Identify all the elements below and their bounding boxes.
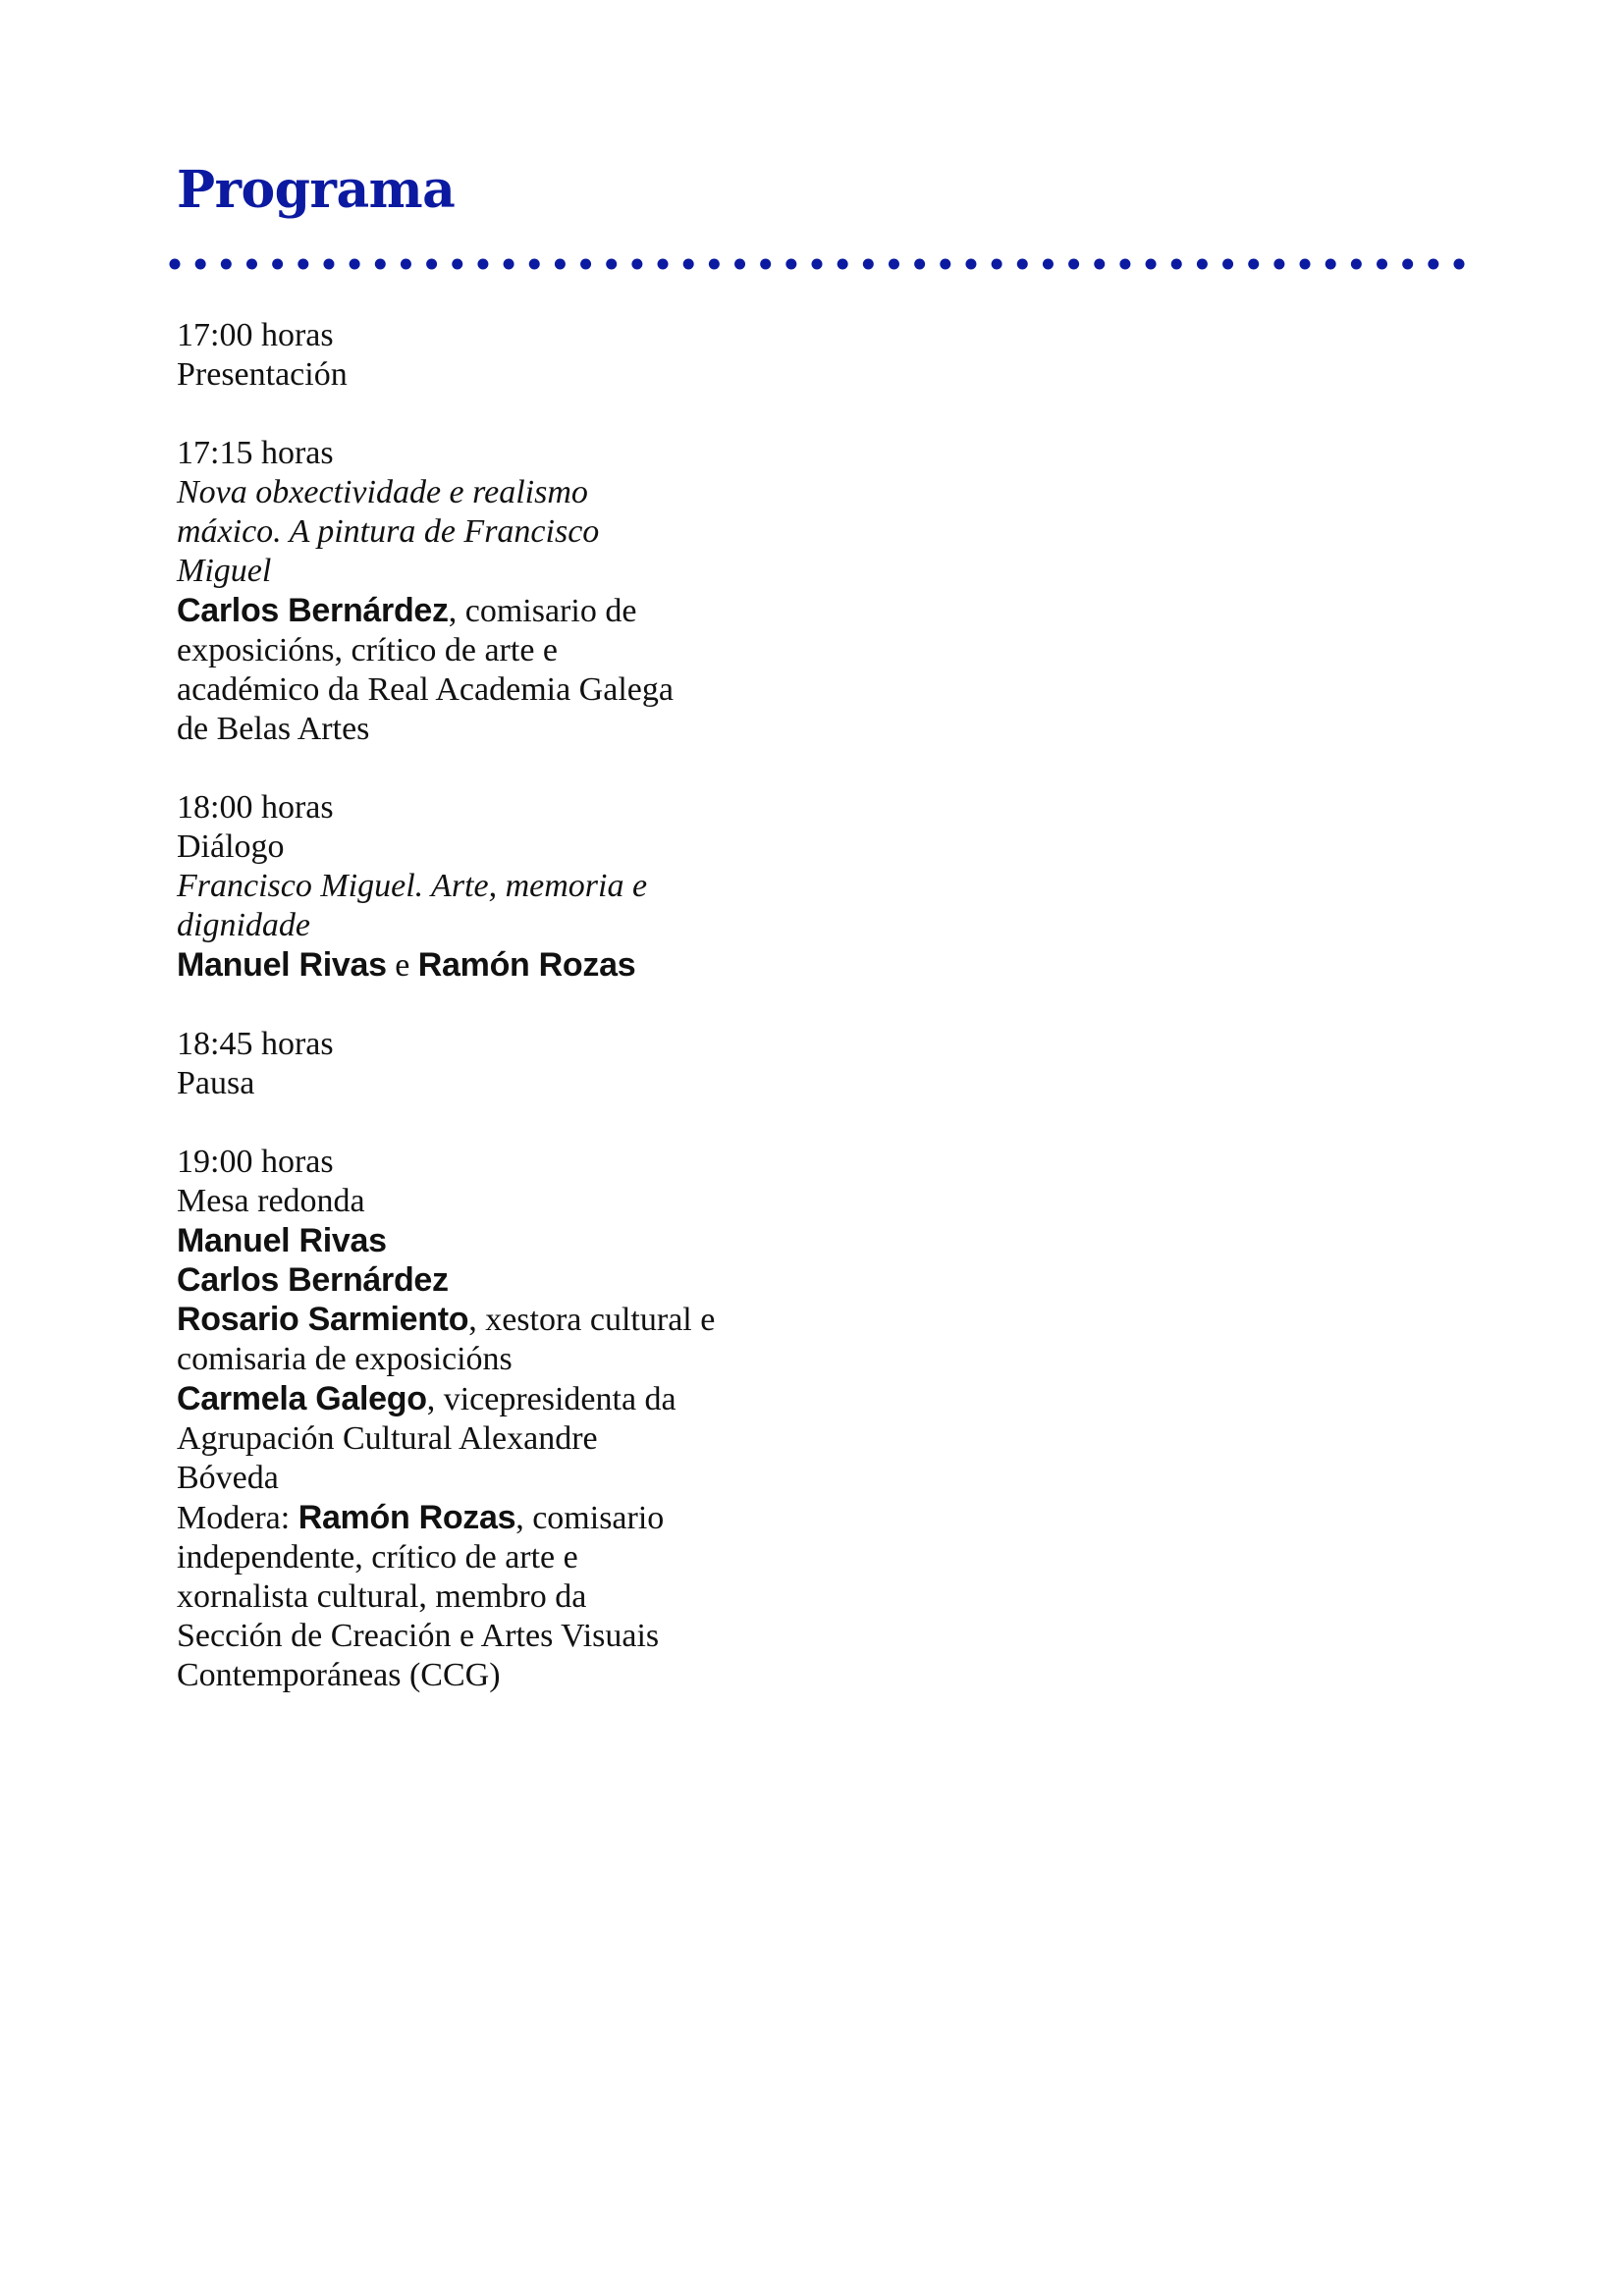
divider-dot [323, 259, 334, 270]
speaker-desc-line: académico da Real Academia Galega [177, 671, 674, 708]
divider-dot [1273, 259, 1284, 270]
divider-dot [1068, 259, 1079, 270]
divider-dot [246, 259, 257, 270]
speaker-name: Ramón Rozas [417, 946, 636, 984]
moderator-desc-line: independente, crítico de arte e [177, 1539, 578, 1575]
divider-dot [1454, 259, 1465, 270]
participant-desc: , vicepresidenta da [426, 1381, 676, 1417]
participant-desc-line: Bóveda [177, 1460, 279, 1496]
speaker-line [177, 591, 805, 631]
divider-dot [350, 259, 360, 270]
participant-name: Rosario Sarmiento [177, 1301, 469, 1338]
item-time: 18:45 horas [177, 1026, 334, 1062]
item-time: 17:00 horas [177, 317, 334, 353]
talk-title-line: Francisco Miguel. Arte, memoria e [177, 868, 648, 904]
participant-name: Carlos Bernárdez [177, 1261, 449, 1299]
divider-dot [1043, 259, 1054, 270]
divider-dot [889, 259, 899, 270]
participant-line [177, 1379, 805, 1419]
divider-dot [734, 259, 745, 270]
divider-dot [452, 259, 462, 270]
talk-title-line: máxico. A pintura de Francisco [177, 513, 600, 550]
divider-dot [555, 259, 566, 270]
divider-dot [195, 259, 206, 270]
item-type: Mesa redonda [177, 1183, 365, 1219]
divider-dot [1222, 259, 1233, 270]
item-label: Pausa [177, 1065, 255, 1101]
program-list [177, 316, 805, 1735]
divider-dot [298, 259, 308, 270]
participant-line [177, 1300, 805, 1340]
moderator-name: Ramón Rozas [298, 1499, 516, 1536]
program-item [177, 434, 805, 749]
divider-dot [1119, 259, 1130, 270]
divider-dot [1428, 259, 1438, 270]
divider-dot [1402, 259, 1413, 270]
moderator-label: Modera: [177, 1500, 298, 1536]
divider-dot [1094, 259, 1105, 270]
speaker-desc-line: de Belas Artes [177, 711, 370, 747]
divider-dot [1248, 259, 1259, 270]
divider-dot [426, 259, 437, 270]
program-item [177, 316, 805, 395]
divider-dot [375, 259, 386, 270]
divider-dot [914, 259, 925, 270]
item-label: Presentación [177, 356, 348, 393]
divider-dot [965, 259, 976, 270]
divider-dot [940, 259, 950, 270]
divider-dot [1017, 259, 1028, 270]
speakers-line [177, 945, 805, 986]
participant-desc-line: Agrupación Cultural Alexandre [177, 1420, 598, 1457]
divider-dot [606, 259, 617, 270]
participant-desc-line: comisaria de exposicións [177, 1341, 513, 1377]
divider-dot [760, 259, 771, 270]
divider-dot [1351, 259, 1362, 270]
divider-dot [812, 259, 823, 270]
divider-dot [1300, 259, 1311, 270]
moderator-desc-line: Sección de Creación e Artes Visuais [177, 1618, 660, 1654]
moderator-desc-line: xornalista cultural, membro da [177, 1578, 587, 1615]
divider-dot [272, 259, 283, 270]
divider-dot [170, 259, 181, 270]
divider-dot [785, 259, 796, 270]
item-time: 18:00 horas [177, 789, 334, 826]
program-item [177, 788, 805, 986]
divider-dot [1325, 259, 1336, 270]
divider-dot [1171, 259, 1182, 270]
moderator-line [177, 1498, 805, 1538]
divider-dot [992, 259, 1002, 270]
divider-dot [221, 259, 232, 270]
page-title: Programa [177, 160, 456, 220]
speaker-name: Carlos Bernárdez [177, 592, 449, 629]
divider-dot [1146, 259, 1157, 270]
speaker-name: Manuel Rivas [177, 946, 387, 984]
dotted-divider [169, 257, 1465, 271]
item-type: Diálogo [177, 828, 285, 865]
talk-title-line: Miguel [177, 553, 272, 589]
talk-title-line: Nova obxectividade e realismo [177, 474, 588, 510]
program-item [177, 1143, 805, 1695]
speaker-conjunction: e [386, 947, 418, 984]
divider-dot [838, 259, 848, 270]
participant-desc: , xestora cultural e [468, 1302, 716, 1338]
talk-title-line: dignidade [177, 907, 310, 943]
divider-dot [1197, 259, 1208, 270]
divider-dot [631, 259, 642, 270]
moderator-desc: , comisario [515, 1500, 665, 1536]
divider-dot [580, 259, 591, 270]
participant-name: Manuel Rivas [177, 1222, 387, 1259]
divider-dot [477, 259, 488, 270]
divider-dot [504, 259, 514, 270]
speaker-desc-line: exposicións, crítico de arte e [177, 632, 559, 668]
participant-name: Carmela Galego [177, 1380, 427, 1417]
divider-dot [709, 259, 720, 270]
speaker-desc: , comisario de [448, 593, 637, 629]
divider-dot [401, 259, 411, 270]
item-time: 19:00 horas [177, 1144, 334, 1180]
divider-dot [658, 259, 669, 270]
divider-dot [529, 259, 540, 270]
program-item [177, 1025, 805, 1103]
item-time: 17:15 horas [177, 435, 334, 471]
divider-dot [683, 259, 694, 270]
divider-dot [1377, 259, 1387, 270]
moderator-desc-line: Contemporáneas (CCG) [177, 1657, 501, 1693]
divider-dot [863, 259, 874, 270]
